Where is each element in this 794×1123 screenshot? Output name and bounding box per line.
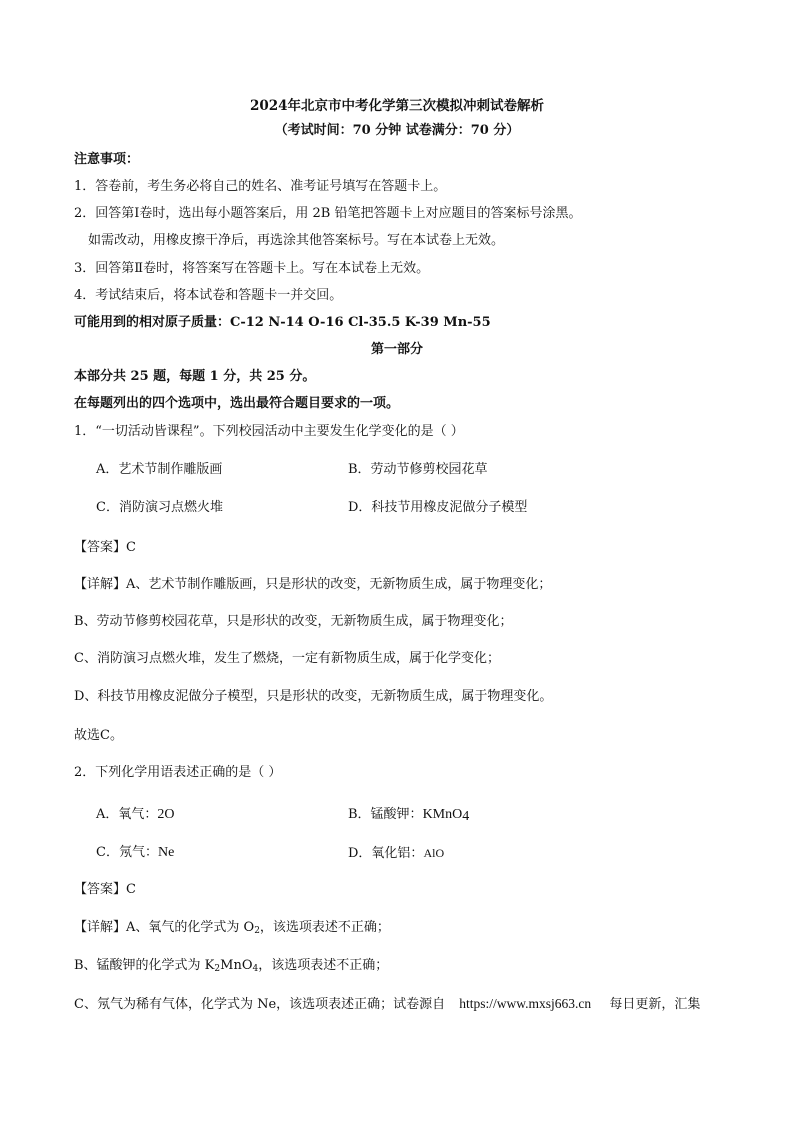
detail-line: C、消防演习点燃火堆，发生了燃烧，一定有新物质生成，属于化学变化； [74, 651, 500, 666]
option-a [96, 806, 175, 824]
detail-line [74, 995, 700, 1014]
detail-line: 【详解】A、艺术节制作雕版画，只是形状的改变，无新物质生成，属于物理变化； [74, 577, 552, 592]
option-d [348, 844, 444, 863]
section-intro: 在每题列出的四个选项中，选出最符合题目要求的一项。 [74, 396, 400, 411]
option-c [96, 844, 174, 862]
section-title: 第一部分 [370, 342, 423, 357]
subscript: 2 [254, 926, 260, 936]
question-stem: 2．下列化学用语表述正确的是（ ） [74, 765, 282, 780]
detail-text: MnO [220, 958, 253, 973]
subscript: 4 [462, 809, 470, 824]
detail-line: D、科技节用橡皮泥做分子模型，只是形状的改变，无新物质生成，属于物理变化。 [74, 689, 553, 704]
option-label: A．氧气： [96, 807, 158, 822]
section-intro: 本部分共 25 题，每题 1 分，共 25 分。 [74, 369, 316, 384]
detail-text: C、氖气为稀有气体，化学式为 Ne，该选项表述正确；试卷源自 [74, 997, 446, 1012]
notice-item: 2．回答第Ⅰ卷时，选出每小题答案后，用 2B 铅笔把答题卡上对应题目的答案标号涂黑。 [74, 206, 582, 221]
question-stem: 1．“一切活动皆课程”。下列校园活动中主要发生化学变化的是（ ） [74, 424, 464, 439]
detail-text: B、锰酸钾的化学式为 K [74, 958, 215, 973]
page-title: 2024年北京市中考化学第三次模拟冲刺试卷解析 [249, 98, 545, 114]
detail-line [74, 957, 388, 975]
page-subtitle: （考试时间：70 分钟 试卷满分：70 分） [274, 123, 520, 138]
conclusion: 故选C。 [74, 728, 123, 743]
notice-item: 3．回答第Ⅱ卷时，将答案写在答题卡上。写在本试卷上无效。 [74, 261, 430, 276]
notice-item: 4．考试结束后，将本试卷和答题卡一并交回。 [74, 288, 343, 303]
option-c: C．消防演习点燃火堆 [96, 500, 223, 515]
notice-item: 如需改动，用橡皮擦干净后，再选涂其他答案标号。写在本试卷上无效。 [88, 233, 505, 248]
option-b [348, 806, 469, 824]
notice-heading: 注意事项： [74, 152, 140, 167]
detail-text: ，该选项表述不正确； [258, 958, 389, 973]
subscript: 2 [214, 964, 221, 974]
option-label: C．氖气： [96, 845, 158, 860]
detail-text: 每日更新，汇集 [609, 997, 701, 1012]
notice-item: 1．答卷前，考生务必将自己的姓名、准考证号填写在答题卡上。 [74, 179, 447, 194]
option-label: D．氧化铝： [348, 846, 424, 861]
formula: AlO [423, 846, 445, 860]
option-a: A．艺术节制作雕版画 [96, 462, 223, 477]
option-label: B．锰酸钾： [348, 807, 423, 822]
detail-line [74, 919, 390, 937]
atomic-masses: 可能用到的相对原子质量：C-12 N-14 O-16 Cl-35.5 K-39 Mn-55 [74, 315, 491, 330]
subscript: 4 [252, 964, 259, 974]
answer: 【答案】C [74, 540, 136, 555]
detail-line: B、劳动节修剪校园花草，只是形状的改变，无新物质生成，属于物理变化； [74, 614, 513, 629]
formula: Ne [157, 845, 175, 860]
formula: 2O [157, 807, 175, 822]
option-b: B．劳动节修剪校园花草 [348, 462, 488, 477]
formula: KMnO [422, 807, 463, 822]
answer: 【答案】C [74, 882, 136, 897]
detail-text: ，该选项表述不正确； [259, 920, 390, 935]
detail-text: 【详解】A、氧气的化学式为 O [74, 920, 255, 935]
source-link[interactable]: https://www.mxsj663.cn [459, 996, 592, 1011]
option-d: D．科技节用橡皮泥做分子模型 [348, 500, 528, 515]
